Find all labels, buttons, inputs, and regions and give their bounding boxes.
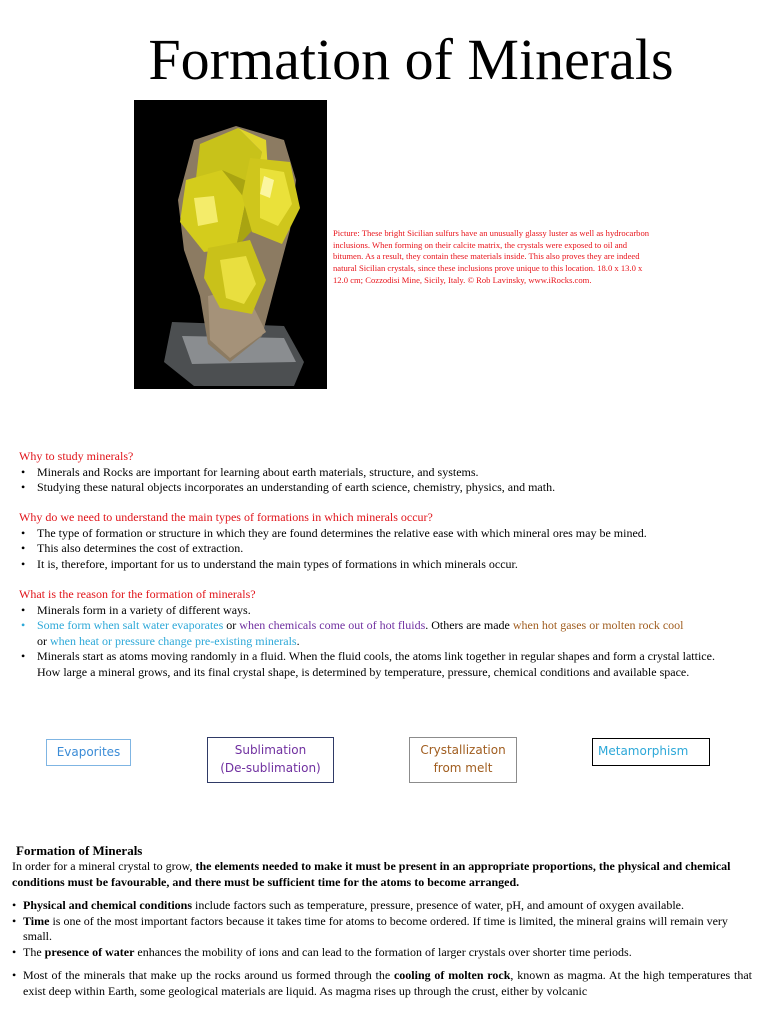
bullet-item: • The type of formation or structure in which they are found determines the relative ease with which mineral ores may be mined.	[19, 526, 759, 542]
box-metamorphism	[592, 738, 710, 766]
box-sublimation	[207, 737, 334, 783]
text-or: or	[223, 618, 240, 632]
section-reason-formation	[19, 587, 739, 680]
text-period: .	[296, 633, 300, 648]
text-hot-fluids: when chemicals come out of hot fluids	[239, 618, 426, 632]
bold-term: presence of water	[44, 944, 135, 959]
bullet-item	[12, 898, 752, 914]
intro-bold-text: the elements needed to make it must be present in an appropriate proportions, the physical and chemical conditions must be favourable, and there must be sufficient time for the atoms to become arranged.	[12, 859, 731, 889]
bullet-item: • Minerals start as atoms moving randomly in a fluid. When the fluid cools, the atoms link together in regular shapes and form a crystal lattice. How large a mineral grows, and its final crystal shape, is determined by temperature, pressure, chemical conditions and available space.	[19, 649, 739, 680]
section-heading: Formation of Minerals	[16, 843, 143, 858]
intro-text: In order for a mineral crystal to grow,	[12, 859, 196, 873]
section-why-understand	[19, 510, 759, 572]
bullet-text: The	[23, 944, 45, 959]
bold-term: cooling of molten rock	[393, 968, 511, 982]
box-crystallization	[409, 737, 517, 783]
text-molten-rock: when hot gases or molten rock cool	[512, 618, 684, 632]
text-heat-pressure: when heat or pressure change pre-existing minerals	[50, 633, 297, 648]
photo-caption: Picture: These bright Sicilian sulfurs have an unusually glassy luster as well as hydrocarbon inclusions. When forming on their calcite matrix, the crystals were exposed to oil and bitumen. As a result, they contain these materials inside. This also proves they are indeed natural Sicilian crystals, since these inclusions prove unique to this location. 18.0 x 13.0 x 12.0 cm; Cozzodisi Mine, Sicily, Italy. © Rob Lavinsky, www.iRocks.com.	[333, 228, 650, 285]
bold-term: Time	[23, 913, 50, 928]
sulfur-crystal-photo	[134, 100, 327, 389]
bullet-item	[12, 968, 752, 999]
box-crystallization-line2: from melt	[433, 761, 493, 775]
bullet-item: • This also determines the cost of extraction.	[19, 541, 759, 557]
page-title: Formation of Minerals	[148, 27, 674, 92]
intro-paragraph	[12, 859, 752, 890]
bullet-formation-ways	[19, 618, 739, 649]
bullet-item: • Minerals and Rocks are important for learning about earth materials, structure, and systems.	[19, 465, 759, 481]
bottom-section	[12, 842, 752, 999]
bullet-text: , known as magma. At the high temperatures that exist deep within Earth, some geological materials are liquid. As magma rises up through the crust, either by volcanic	[23, 968, 752, 998]
sulfur-crystal-image	[134, 100, 327, 389]
bullet-item	[12, 914, 752, 945]
question-reason-formation: What is the reason for the formation of minerals?	[19, 587, 256, 601]
bullet-text: Most of the minerals that make up the rocks around us formed through the	[23, 968, 394, 982]
bullet-item: • Minerals form in a variety of different ways.	[19, 603, 739, 619]
box-evaporites	[46, 739, 131, 766]
question-why-understand: Why do we need to understand the main types of formations in which minerals occur?	[19, 510, 433, 524]
box-evaporites-label: Evaporites	[56, 745, 121, 759]
bold-term: Physical and chemical conditions	[23, 898, 193, 912]
box-crystallization-line1: Crystallization	[420, 743, 506, 757]
bullet-item	[12, 945, 752, 961]
question-why-study: Why to study minerals?	[19, 449, 134, 463]
bullet-item: • It is, therefore, important for us to understand the main types of formations in which minerals occur.	[19, 557, 759, 573]
box-metamorphism-label: Metamorphism	[598, 744, 689, 758]
bullet-text: include factors such as temperature, pressure, presence of water, pH, and amount of oxygen available.	[192, 898, 685, 912]
text-salt-water: Some form when salt water evaporates	[37, 618, 224, 632]
bullet-text: enhances the mobility of ions and can lead to the formation of larger crystals over shorter time periods.	[134, 944, 632, 959]
box-sublimation-line1: Sublimation	[234, 743, 307, 757]
bullet-text: is one of the most important factors because it takes time for atoms to become ordered. If time is limited, the mineral grains will remain very small.	[23, 913, 728, 943]
text-or: or	[37, 633, 50, 648]
bullet-item: • Studying these natural objects incorporates an understanding of earth science, chemistry, physics, and math.	[19, 480, 759, 496]
section-why-study	[19, 449, 759, 496]
text-others: . Others are made	[425, 618, 513, 632]
box-sublimation-line2: (De-sublimation)	[220, 761, 321, 775]
